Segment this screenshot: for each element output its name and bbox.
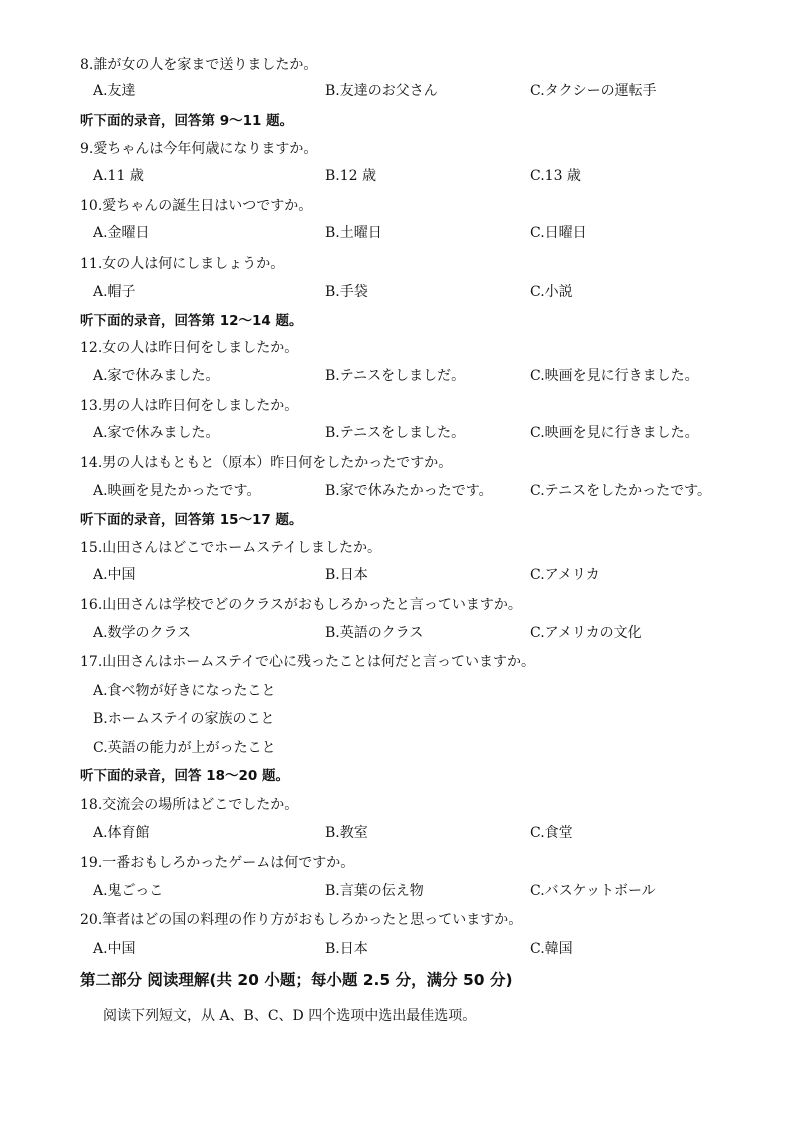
- question-20-option-a: A.中国: [93, 941, 136, 957]
- instruction-18-20: 听下面的录音，回答 18～20 题。: [80, 768, 289, 784]
- question-16-option-c: C.アメリカの文化: [530, 625, 642, 641]
- question-11-option-a: A.帽子: [93, 284, 136, 300]
- question-15: 15.山田さんはどこでホームステイしましたか。: [80, 540, 382, 556]
- question-10-option-a: A.金曜日: [93, 225, 150, 241]
- question-19-option-c: C.バスケットボール: [530, 883, 656, 899]
- question-9: 9.愛ちゃんは今年何歳になりますか。: [80, 141, 318, 157]
- question-9-option-b: B.12 歳: [325, 168, 377, 184]
- question-17-option-c: C.英語の能力が上がったこと: [93, 740, 276, 756]
- question-11-option-b: B.手袋: [325, 284, 368, 300]
- question-19: 19.一番おもしろかったゲームは何ですか。: [80, 855, 355, 871]
- question-14-option-a: A.映画を見たかったです。: [93, 483, 261, 499]
- question-18-option-a: A.体育館: [93, 825, 150, 841]
- question-17: 17.山田さんはホームステイで心に残ったことは何だと言っていますか。: [80, 654, 536, 670]
- question-13-option-c: C.映画を見に行きました。: [530, 425, 699, 441]
- question-15-option-b: B.日本: [325, 567, 368, 583]
- question-13-option-a: A.家で休みました。: [93, 425, 220, 441]
- question-16: 16.山田さんは学校でどのクラスがおもしろかったと言っていますか。: [80, 597, 522, 613]
- question-18-option-c: C.食堂: [530, 825, 573, 841]
- question-18-option-b: B.教室: [325, 825, 368, 841]
- question-12: 12.女の人は昨日何をしましたか。: [80, 340, 299, 356]
- question-16-option-a: A.数学のクラス: [93, 625, 192, 641]
- question-9-option-c: C.13 歳: [530, 168, 581, 184]
- question-14: 14.男の人はもともと（原本）昨日何をしたかったですか。: [80, 455, 453, 471]
- instruction-9-11: 听下面的录音，回答第 9～11 题。: [80, 113, 294, 129]
- section-2-instructions: 阅读下列短文，从 A、B、C、D 四个选项中选出最佳选项。: [103, 1008, 477, 1024]
- question-19-option-b: B.言葉の伝え物: [325, 883, 424, 899]
- question-17-option-b: B.ホームステイの家族のこと: [93, 711, 275, 727]
- question-9-option-a: A.11 歳: [93, 168, 144, 184]
- instruction-15-17: 听下面的录音，回答第 15～17 题。: [80, 512, 303, 528]
- question-15-option-a: A.中国: [93, 567, 136, 583]
- question-12-option-a: A.家で休みました。: [93, 368, 220, 384]
- question-20-option-b: B.日本: [325, 941, 368, 957]
- question-16-option-b: B.英語のクラス: [325, 625, 424, 641]
- question-14-option-c: C.テニスをしたかったです。: [530, 483, 711, 499]
- question-14-option-b: B.家で休みたかったです。: [325, 483, 493, 499]
- question-11-option-c: C.小説: [530, 284, 573, 300]
- question-8-option-a: A.友達: [93, 83, 136, 99]
- question-18: 18.交流会の場所はどこでしたか。: [80, 797, 299, 813]
- section-2-title: 第二部分 阅读理解(共 20 小题；每小题 2.5 分，满分 50 分): [80, 971, 513, 989]
- question-10-option-c: C.日曜日: [530, 225, 587, 241]
- question-10-option-b: B.土曜日: [325, 225, 382, 241]
- question-13: 13.男の人は昨日何をしましたか。: [80, 398, 299, 414]
- question-12-option-b: B.テニスをしましだ。: [325, 368, 466, 384]
- question-20-option-c: C.韓国: [530, 941, 573, 957]
- question-12-option-c: C.映画を見に行きました。: [530, 368, 699, 384]
- instruction-12-14: 听下面的录音，回答第 12～14 题。: [80, 313, 303, 329]
- question-20: 20.筆者はどの国の料理の作り方がおもしろかったと思っていますか。: [80, 912, 523, 928]
- question-19-option-a: A.鬼ごっこ: [93, 883, 164, 899]
- question-8-option-b: B.友達のお父さん: [325, 83, 438, 99]
- question-11: 11.女の人は何にしましょうか。: [80, 256, 285, 272]
- question-17-option-a: A.食べ物が好きになったこと: [93, 683, 276, 699]
- question-15-option-c: C.アメリカ: [530, 567, 600, 583]
- question-8-option-c: C.タクシーの運転手: [530, 83, 657, 99]
- question-13-option-b: B.テニスをしました。: [325, 425, 466, 441]
- question-8: 8.誰が女の人を家まで送りましたか。: [80, 57, 318, 73]
- question-10: 10.愛ちゃんの誕生日はいつですか。: [80, 198, 313, 214]
